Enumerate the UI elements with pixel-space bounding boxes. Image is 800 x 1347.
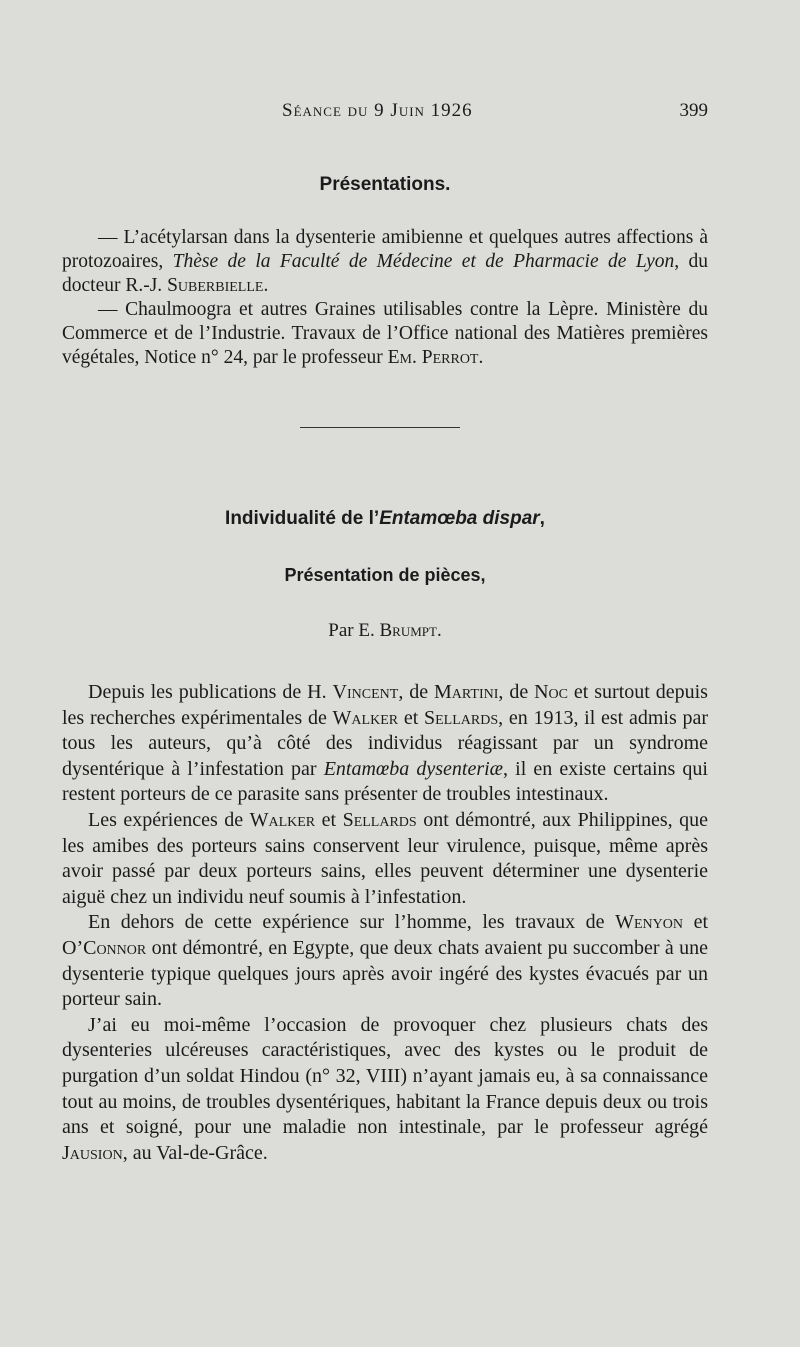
presentation-item (62, 298, 708, 370)
text-run: J’ai eu moi-même l’occasion de provoquer chez plusieurs chats des dysenteries ulcéreuses caractéristiques, avec des kystes ou le produit de purgation d’un soldat Hindou (n° 32, VIII) n’ayant jamais eu, à sa connaissance tout au moins, de troubles dysentériques, habitant la France depuis deux ou trois ans et soigné, pour une maladie non intestinale, par le professeur agrégé (62, 1013, 708, 1139)
author-name: Jausion (62, 1141, 123, 1164)
author-name: Sellards (342, 808, 417, 831)
running-head: Séance du 9 Juin 1926 (282, 100, 473, 121)
text-run: , au Val-de-Grâce. (122, 1141, 268, 1164)
text-run: — L’acétylarsan dans la dysenterie amibienne et quelques autres affections à protozoaires, (62, 227, 708, 272)
presentation-item (62, 226, 708, 298)
author-name: Martini (434, 681, 499, 703)
text-run: , (539, 508, 545, 529)
text-run: . (478, 347, 484, 368)
text-run: , en 1913, il est admis par tous les auteurs, qu’à côté des individus réagissant par un syndrome dysentérique à l’infestation par (62, 706, 708, 780)
text-run: , de (398, 681, 435, 703)
page-header (62, 100, 708, 130)
article-subtitle: Présentation de pièces, (284, 565, 486, 585)
article-body (62, 680, 708, 1166)
section-divider (300, 427, 460, 428)
italic-text: Entamœba dispar (379, 508, 540, 529)
author-name: Walker (332, 706, 399, 729)
text-run: En dehors de cette expérience sur l’homme, les travaux de (88, 911, 616, 934)
author-name: Suberbielle (167, 275, 264, 296)
article-title (0, 508, 770, 530)
text-run: . (436, 620, 442, 641)
byline (0, 620, 770, 642)
text-run: et (398, 706, 424, 729)
text-run: , il en existe certains qui restent porteurs de ce parasite sans présenter de troubles intestinaux. (62, 757, 708, 806)
paragraph (62, 680, 708, 808)
text-run: Par E. (328, 620, 380, 641)
text-run: Depuis les publications de H. (88, 681, 333, 703)
text-run: Individualité de l’ (225, 508, 380, 529)
author-name: Sellards (423, 706, 499, 729)
author-name: Vincent (332, 681, 399, 703)
text-run: , de (498, 681, 535, 703)
section-heading: Présentations. (319, 174, 451, 195)
paragraph (62, 1013, 708, 1167)
text-run: et surtout depuis les recherches expérimentales de (62, 681, 708, 729)
text-run: , du docteur R.-J. (62, 251, 708, 296)
paragraph (62, 808, 708, 910)
text-run: — Chaulmoogra et autres Graines utilisables contre la Lèpre. Ministère du Commerce et de l’Industrie. Travaux de l’Office national des Matières premières végétales, Notice n° 24, par le professeur (62, 299, 708, 368)
author-name: Noc (534, 681, 569, 703)
text-run: . (263, 275, 269, 296)
paragraph (62, 910, 708, 1012)
italic-text: Entamœba dysenteriæ (323, 757, 504, 780)
text-run: ont démontré, en Egypte, que deux chats avaient pu succomber à une dysenterie typique quelques jours après avoir ingéré des kystes évacués par un porteur sain. (62, 936, 708, 1011)
text-run: et (315, 808, 343, 831)
text-run: ont démontré, aux Philippines, que les amibes des porteurs sains conservent leur virulence, puisque, même après avoir passé par deux porteurs sains, elles peuvent déterminer une dysenterie aiguë chez un individu neuf soumis à l’infestation. (62, 808, 708, 908)
author-name: Wenyon (615, 911, 683, 934)
presentation-text (62, 298, 708, 370)
presentation-text (62, 226, 708, 298)
author-name: Walker (249, 808, 316, 831)
text-run: Les expériences de (88, 808, 250, 831)
author-name: Brumpt (379, 620, 437, 641)
text-run: et (683, 911, 708, 934)
author-name: O’Connor (62, 936, 147, 959)
page-number: 399 (679, 100, 708, 121)
author-name: Em. Perrot (387, 347, 479, 368)
italic-text: Thèse de la Faculté de Médecine et de Pharmacie de Lyon (172, 251, 675, 272)
